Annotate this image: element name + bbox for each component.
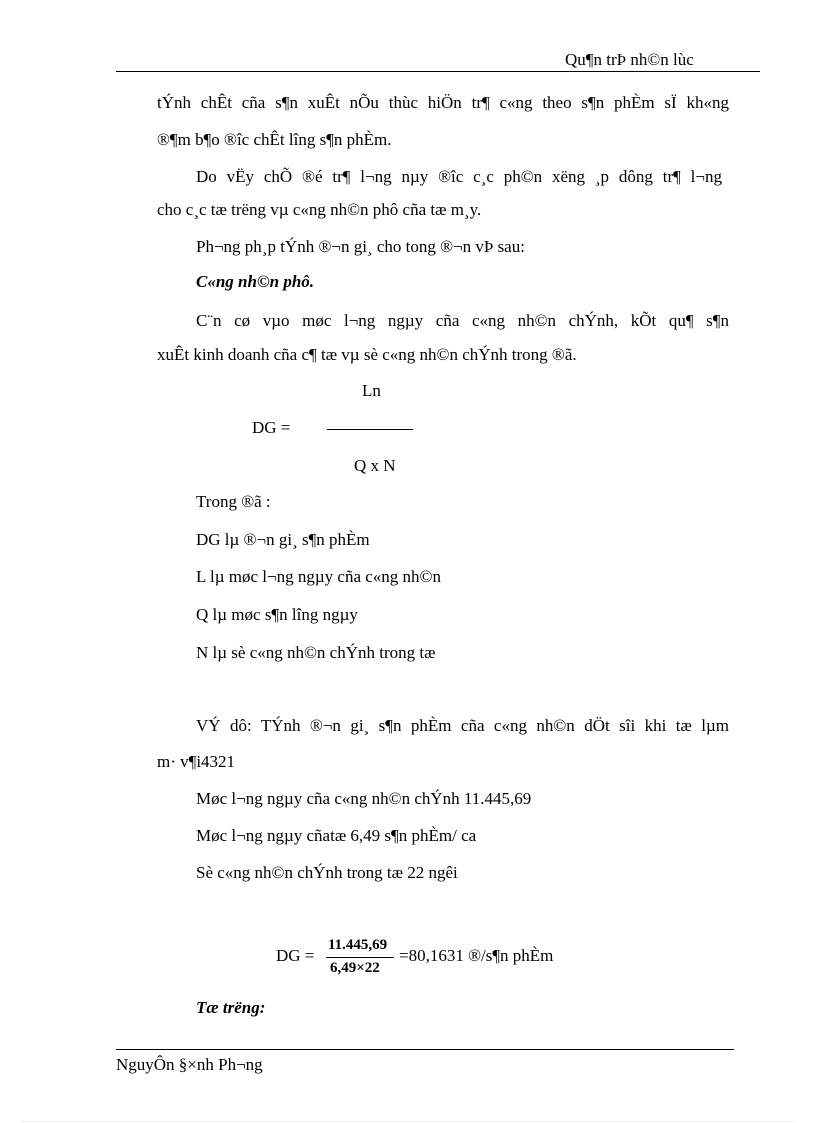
formula-1-fraction-bar — [327, 429, 413, 430]
paragraph-1-line-1: tÝnh chÊt cña s¶n xuÊt nÕu thùc hiÖn tr¶ c«ng theo s¶n phÈm sÏ kh«ng — [157, 93, 729, 112]
example-item-1: Møc l¬ng ngµy cña c«ng nh©n chÝnh 11.445,69 — [196, 789, 532, 808]
header-divider — [116, 71, 760, 72]
formula-2-lhs: DG = — [276, 946, 315, 965]
footer-author: NguyÔn §×nh Ph¬ng — [116, 1055, 263, 1074]
definitions-intro: Trong ®ã : — [196, 492, 271, 511]
paragraph-2-line-2: cho c¸c tæ trëng vµ c«ng nh©n phô cña tæ m¸y. — [157, 200, 482, 219]
example-item-3: Sè c«ng nh©n chÝnh trong tæ 22 ngêi — [196, 863, 458, 882]
header-title: Qu¶n trÞ nh©n lùc — [565, 50, 694, 69]
formula-1-denominator: Q x N — [354, 456, 396, 475]
formula-2-denominator: 6,49×22 — [330, 960, 380, 976]
definition-dg: DG lµ ®¬n gi¸ s¶n phÈm — [196, 530, 370, 549]
section-heading-1: C«ng nh©n phô. — [196, 272, 315, 291]
formula-1-lhs: DG = — [252, 418, 291, 437]
example-line-2: m· v¶i4321 — [157, 752, 236, 771]
example-item-2: Møc l¬ng ngµy cñatæ 6,49 s¶n phÈm/ ca — [196, 826, 477, 845]
paragraph-3: Ph¬ng ph¸p tÝnh ®¬n gi¸ cho tong ®¬n vÞ sau: — [196, 237, 525, 256]
formula-2-fraction-bar — [326, 957, 394, 958]
formula-2-result: =80,1631 ®/s¶n phÈm — [399, 946, 554, 965]
section-heading-2: Tæ trëng: — [196, 998, 266, 1017]
paragraph-4-line-1: C¨n cø vµo møc l¬ng ngµy cña c«ng nh©n chÝnh, kÕt qu¶ s¶n — [196, 311, 729, 330]
definition-n: N lµ sè c«ng nh©n chÝnh trong tæ — [196, 643, 436, 662]
example-line-1: VÝ dô: TÝnh ®¬n gi¸ s¶n phÈm cña c«ng nh©n dÖt sîi khi tæ lµm — [196, 716, 729, 735]
definition-q: Q lµ møc s¶n lîng ngµy — [196, 605, 358, 624]
paragraph-4-line-2: xuÊt kinh doanh cña c¶ tæ vµ sè c«ng nh©n chÝnh trong ®ã. — [157, 345, 577, 364]
footer-divider — [116, 1049, 734, 1050]
paragraph-1-line-2: ®¶m b¶o ®îc chÊt lîng s¶n phÈm. — [157, 130, 392, 149]
page-edge-dots — [22, 1121, 794, 1122]
paragraph-2-line-1: Do vËy chÕ ®é tr¶ l¬ng nµy ®îc c¸c ph©n xëng ¸p dông tr¶ l¬ng — [196, 167, 722, 186]
formula-1-numerator: Ln — [362, 381, 381, 400]
definition-l: L lµ møc l¬ng ngµy cña c«ng nh©n — [196, 567, 441, 586]
formula-2-numerator: 11.445,69 — [328, 937, 388, 953]
